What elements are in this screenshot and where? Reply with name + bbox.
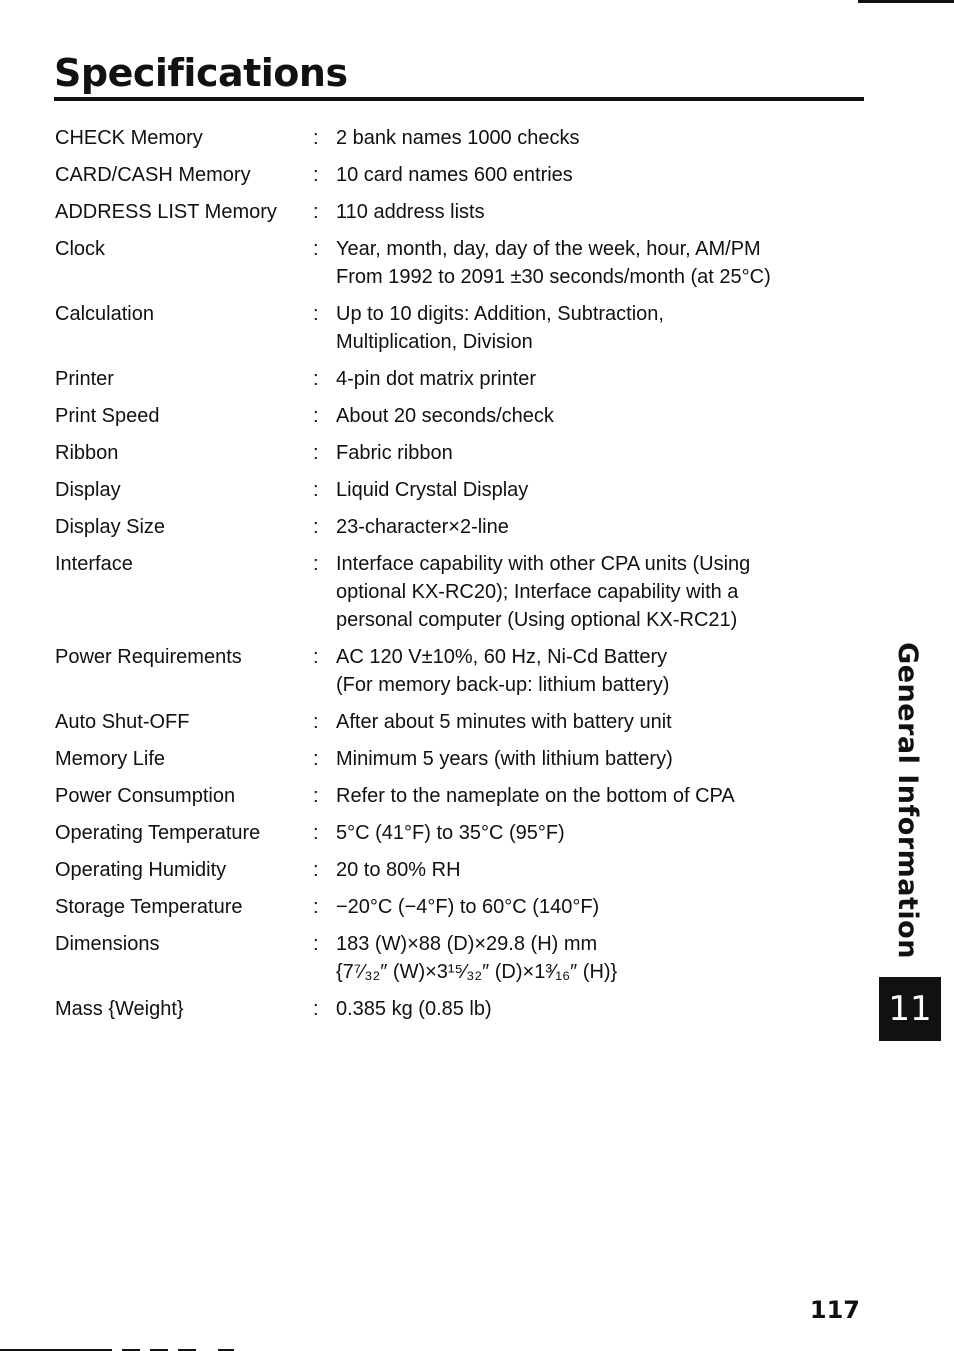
spec-value	[336, 930, 855, 986]
spec-row	[55, 402, 855, 430]
spec-value-line: Liquid Crystal Display	[336, 479, 529, 501]
spec-value	[336, 550, 855, 634]
spec-value-line: AC 120 V±10%, 60 Hz, Ni-Cd Battery	[336, 646, 668, 668]
spec-label: Operating Humidity	[55, 859, 227, 881]
spec-row	[55, 995, 855, 1023]
spec-row	[55, 476, 855, 504]
spec-separator: :	[313, 164, 319, 186]
spec-separator: :	[313, 748, 319, 770]
spec-value	[336, 439, 855, 467]
spec-label: Power Requirements	[55, 646, 242, 668]
spec-separator: :	[313, 822, 319, 844]
spec-value	[336, 819, 855, 847]
spec-value-line: Minimum 5 years (with lithium battery)	[336, 748, 673, 770]
spec-value-line: Interface capability with other CPA units (Using	[336, 553, 751, 575]
spec-row	[55, 550, 855, 634]
spec-value	[336, 856, 855, 884]
spec-label: Clock	[55, 238, 106, 260]
spec-separator: :	[313, 646, 319, 668]
spec-value	[336, 782, 855, 810]
spec-label: Ribbon	[55, 442, 119, 464]
spec-label: Display Size	[55, 516, 166, 538]
spec-value-line: 2 bank names 1000 checks	[336, 127, 580, 149]
spec-value	[336, 893, 855, 921]
spec-row	[55, 439, 855, 467]
spec-separator: :	[313, 859, 319, 881]
title-underline	[54, 97, 864, 101]
spec-label: CARD/CASH Memory	[55, 164, 251, 186]
spec-value-line: optional KX-RC20); Interface capability with a	[336, 581, 739, 603]
spec-value-line: (For memory back-up: lithium battery)	[336, 674, 670, 696]
spec-label: CHECK Memory	[55, 127, 203, 149]
spec-label: Dimensions	[55, 933, 160, 955]
spec-label: ADDRESS LIST Memory	[55, 201, 277, 223]
spec-value-line: Fabric ribbon	[336, 442, 453, 464]
spec-row	[55, 782, 855, 810]
spec-row	[55, 235, 855, 291]
spec-row	[55, 365, 855, 393]
spec-label: Auto Shut-OFF	[55, 711, 190, 733]
spec-value-line: About 20 seconds/check	[336, 405, 554, 427]
spec-value	[336, 235, 855, 291]
spec-row	[55, 513, 855, 541]
spec-separator: :	[313, 238, 319, 260]
spec-value-line: From 1992 to 2091 ±30 seconds/month (at 25°C)	[336, 266, 771, 288]
spec-value-line: 183 (W)×88 (D)×29.8 (H) mm	[336, 933, 598, 955]
spec-label: Printer	[55, 368, 114, 390]
spec-separator: :	[313, 479, 319, 501]
spec-value-line: Up to 10 digits: Addition, Subtraction,	[336, 303, 664, 325]
section-side-tab-label: General Information	[891, 641, 923, 959]
spec-row	[55, 708, 855, 736]
spec-value-line: 10 card names 600 entries	[336, 164, 573, 186]
spec-separator: :	[313, 442, 319, 464]
spec-value-line: 4-pin dot matrix printer	[336, 368, 537, 390]
spec-value-line: {7⁷⁄₃₂″ (W)×3¹⁵⁄₃₂″ (D)×1³⁄₁₆″ (H)}	[336, 961, 618, 983]
spec-value-line: 0.385 kg (0.85 lb)	[336, 998, 492, 1020]
spec-separator: :	[313, 405, 319, 427]
chapter-number-badge: 11	[879, 977, 941, 1041]
spec-separator: :	[313, 516, 319, 538]
spec-label: Storage Temperature	[55, 896, 243, 918]
spec-row	[55, 300, 855, 356]
spec-row	[55, 893, 855, 921]
spec-row	[55, 856, 855, 884]
spec-separator: :	[313, 303, 319, 325]
specifications-list	[55, 124, 855, 1023]
page-number: 117	[809, 1296, 860, 1324]
spec-value-line: Refer to the nameplate on the bottom of CPA	[336, 785, 735, 807]
spec-label: Print Speed	[55, 405, 160, 427]
spec-value-line: 23-character×2-line	[336, 516, 509, 538]
spec-separator: :	[313, 553, 319, 575]
spec-row	[55, 198, 855, 226]
spec-separator: :	[313, 711, 319, 733]
spec-value	[336, 300, 855, 356]
spec-separator: :	[313, 896, 319, 918]
top-edge-rule	[858, 0, 954, 3]
spec-row	[55, 643, 855, 699]
spec-label: Mass {Weight}	[55, 998, 184, 1020]
spec-separator: :	[313, 368, 319, 390]
spec-row	[55, 819, 855, 847]
section-side-tab	[872, 641, 942, 959]
spec-separator: :	[313, 933, 319, 955]
spec-separator: :	[313, 201, 319, 223]
spec-row	[55, 745, 855, 773]
spec-label: Operating Temperature	[55, 822, 261, 844]
spec-value-line: personal computer (Using optional KX-RC21)	[336, 609, 738, 631]
spec-label: Interface	[55, 553, 133, 575]
spec-value	[336, 161, 855, 189]
spec-value	[336, 708, 855, 736]
spec-value	[336, 124, 855, 152]
page-title: Specifications	[54, 51, 348, 95]
spec-value-line: −20°C (−4°F) to 60°C (140°F)	[336, 896, 600, 918]
spec-separator: :	[313, 998, 319, 1020]
spec-separator: :	[313, 127, 319, 149]
spec-value	[336, 513, 855, 541]
spec-value	[336, 365, 855, 393]
spec-value-line: 5°C (41°F) to 35°C (95°F)	[336, 822, 565, 844]
spec-value-line: 20 to 80% RH	[336, 859, 461, 881]
spec-separator: :	[313, 785, 319, 807]
spec-row	[55, 161, 855, 189]
spec-value	[336, 402, 855, 430]
spec-label: Display	[55, 479, 121, 501]
spec-value-line: Year, month, day, day of the week, hour, AM/PM	[336, 238, 761, 260]
spec-value	[336, 745, 855, 773]
spec-label: Calculation	[55, 303, 154, 325]
spec-label: Power Consumption	[55, 785, 236, 807]
spec-value	[336, 198, 855, 226]
spec-value	[336, 476, 855, 504]
spec-label: Memory Life	[55, 748, 166, 770]
spec-value	[336, 995, 855, 1023]
spec-row	[55, 930, 855, 986]
spec-value-line: After about 5 minutes with battery unit	[336, 711, 672, 733]
spec-value	[336, 643, 855, 699]
spec-value-line: Multiplication, Division	[336, 331, 533, 353]
spec-value-line: 110 address lists	[336, 201, 485, 223]
spec-row	[55, 124, 855, 152]
